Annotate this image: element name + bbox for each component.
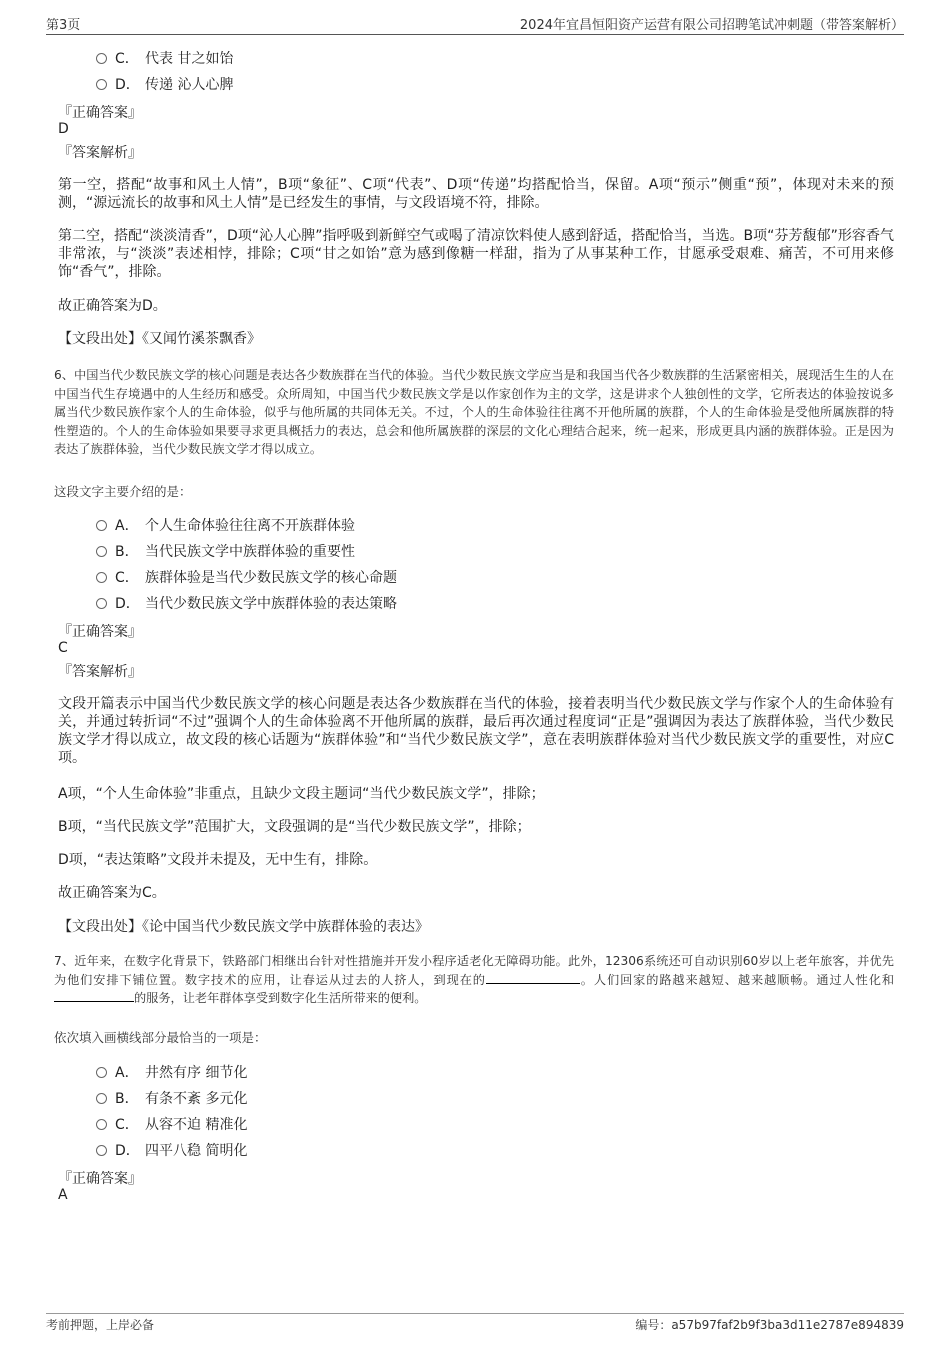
q6-answer-label: 『正确答案』 xyxy=(58,624,142,640)
q5-analysis-paragraph: 第二空，搭配“淡淡清香”，D项“沁人心脾”指呼吸到新鲜空气或喝了清凉饮料使人感到舒适，搭配恰当，当选。B项“芬芳馥郁”形容香气非常浓，与“淡淡”表述相悖，排除；C项“甘之如饴”意为感到像糖一样甜，指为了从事某种工作，甘愿承受艰难、痛苦，不可用来修饰“香气”，排除。 xyxy=(58,228,894,280)
page-footer xyxy=(46,1313,904,1334)
q6-analysis-label: 『答案解析』 xyxy=(58,664,142,680)
q5-answer: D xyxy=(58,121,69,137)
q7-option-b[interactable]: B． 有条不紊 多元化 xyxy=(96,1088,247,1108)
radio-icon[interactable] xyxy=(96,1093,107,1104)
radio-icon[interactable] xyxy=(96,572,107,583)
footer-slogan: 考前押题，上岸必备 xyxy=(46,1318,155,1332)
q6-option-c[interactable]: C． 族群体验是当代少数民族文学的核心命题 xyxy=(96,567,397,587)
q6-stem: 6、中国当代少数民族文学的核心问题是表达各少数族群在当代的体验。当代少数民族文学应当是和我国当代各少数族群的生活紧密相关，展现活生生的人在中国当代生存境遇中的人生经历和感受。众所周知，中国当代少数民族文学是以作家创作为主的文学，这是讲求个人独创性的文学，它所表达的体验按说多属当代少数民族作家个人的生命体验，似乎与他所属的共同体无关。不过，个人的生命体验往往离不开他所属的族群，个人的生命体验是受他所属族群的特性塑造的。个人的生命体验如果要寻求更具概括力的表达，总会和他所属族群的深层的文化心理结合起来，统一起来，形成更具内涵的族群体验。正是因为表达了族群体验，当代少数民族文学才得以成立。 xyxy=(54,368,894,456)
q7-option-c[interactable]: C． 从容不迫 精准化 xyxy=(96,1114,247,1134)
radio-icon[interactable] xyxy=(96,546,107,557)
fill-blank-2[interactable] xyxy=(54,989,134,1002)
q7-prompt: 依次填入画横线部分最恰当的一项是： xyxy=(54,1030,267,1045)
radio-icon[interactable] xyxy=(96,53,107,64)
fill-blank-1[interactable] xyxy=(486,971,580,984)
q5-analysis-label: 『答案解析』 xyxy=(58,145,142,161)
page-header xyxy=(46,12,904,35)
q6-analysis-paragraph: 文段开篇表示中国当代少数民族文学的核心问题是表达各少数族群在当代的体验，接着表明当代少数民族文学与作家个人的生命体验有关，并通过转折词“不过”强调个人的生命体验离不开他所属的族群，最后再次通过程度词“正是”强调因为表达了族群体验，当代少数民族文学才得以成立，故文段的核心话题为“族群体验”和“当代少数民族文学”，意在表明族群体验对当代少数民族文学的重要性，对应C项。 xyxy=(58,696,894,766)
radio-icon[interactable] xyxy=(96,1119,107,1130)
q6-analysis-b: B项，“当代民族文学”范围扩大，文段强调的是“当代少数民族文学”，排除； xyxy=(58,819,531,835)
q6-option-b[interactable]: B． 当代民族文学中族群体验的重要性 xyxy=(96,541,355,561)
q5-option-d[interactable]: D． 传递 沁人心脾 xyxy=(96,74,233,94)
q5-source: 【文段出处】《又闻竹溪茶飘香》 xyxy=(58,331,261,347)
q7-stem: 7、近年来，在数字化背景下，铁路部门相继出台针对性措施并开发小程序适老化无障碍功能。此外，12306系统还可自动识别60岁以上老年旅客，并优先为他们安排下铺位置。数字技术的应用，让春运从过去的人挤人，到现在的 。人们回家的路越来越短、越来越顺畅。通过人性化和的服务，让老年群体享受到数字化生活所带来的便利。 xyxy=(54,954,895,1005)
document-title: 2024年宜昌恒阳资产运营有限公司招聘笔试冲刺题（带答案解析） xyxy=(519,18,904,33)
q5-option-c[interactable]: C． 代表 甘之如饴 xyxy=(96,48,233,68)
q6-analysis-d: D项，“表达策略”文段并未提及，无中生有，排除。 xyxy=(58,852,378,868)
q5-answer-label: 『正确答案』 xyxy=(58,105,142,121)
q6-conclusion: 故正确答案为C。 xyxy=(58,885,166,901)
q7-option-d[interactable]: D． 四平八稳 简明化 xyxy=(96,1140,247,1160)
q6-source: 【文段出处】《论中国当代少数民族文学中族群体验的表达》 xyxy=(58,919,429,935)
document-id: 编号：a57b97faf2b9f3ba3d11e2787e894839 xyxy=(635,1318,904,1332)
q7-answer: A xyxy=(58,1187,68,1203)
q5-analysis-paragraph: 第一空，搭配“故事和风土人情”，B项“象征”、C项“代表”、D项“传递”均搭配恰当，保留。A项“预示”侧重“预”，体现对未来的预测，“源远流长的故事和风土人情”是已经发生的事情，与文段语境不符，排除。 xyxy=(58,177,894,211)
q7-option-a[interactable]: A． 井然有序 细节化 xyxy=(96,1062,247,1082)
page-number: 第3页 xyxy=(46,18,81,33)
radio-icon[interactable] xyxy=(96,79,107,90)
radio-icon[interactable] xyxy=(96,598,107,609)
q6-option-a[interactable]: A． 个人生命体验往往离不开族群体验 xyxy=(96,515,355,535)
q6-option-d[interactable]: D． 当代少数民族文学中族群体验的表达策略 xyxy=(96,593,397,613)
q6-answer: C xyxy=(58,640,68,656)
q6-analysis-a: A项，“个人生命体验”非重点，且缺少文段主题词“当代少数民族文学”，排除； xyxy=(58,786,545,802)
q6-prompt: 这段文字主要介绍的是： xyxy=(54,484,192,499)
radio-icon[interactable] xyxy=(96,1145,107,1156)
radio-icon[interactable] xyxy=(96,520,107,531)
q7-answer-label: 『正确答案』 xyxy=(58,1171,142,1187)
q5-conclusion: 故正确答案为D。 xyxy=(58,298,167,314)
radio-icon[interactable] xyxy=(96,1067,107,1078)
